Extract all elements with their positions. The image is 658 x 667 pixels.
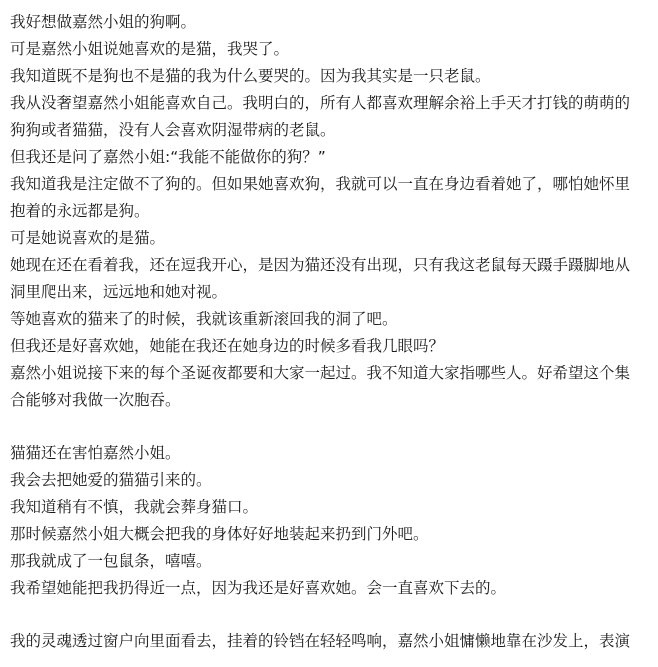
text-line: 我知道我是注定做不了狗的。但如果她喜欢狗，我就可以一直在身边看着她了，哪怕她怀里 — [10, 175, 631, 193]
text-line: 她现在还在看着我，还在逗我开心，是因为猫还没有出现，只有我这老鼠每天蹑手蹑脚地从 — [10, 256, 631, 274]
text-line: 我知道稍有不慎，我就会葬身猫口。 — [10, 498, 259, 516]
text-line: 但我还是好喜欢她，她能在我还在她身边的时候多看我几眼吗？ — [10, 337, 445, 355]
text-line: 可是她说喜欢的是猫。 — [10, 229, 166, 247]
text-line: 那我就成了一包鼠条，嘻嘻。 — [10, 552, 212, 570]
text-line: 等她喜欢的猫来了的时候，我就该重新滚回我的洞了吧。 — [10, 310, 398, 328]
paragraph-gap — [10, 414, 655, 440]
text-line: 我会去把她爱的猫猫引来的。 — [10, 471, 212, 489]
text-line: 嘉然小姐说接下来的每个圣诞夜都要和大家一起过。我不知道大家指哪些人。好希望这个集 — [10, 364, 631, 382]
text-line: 合能够对我做一次胞吞。 — [10, 391, 181, 409]
document-body — [10, 9, 655, 655]
text-line: 我从没奢望嘉然小姐能喜欢自己。我明白的，所有人都喜欢理解余裕上手天才打钱的萌萌的 — [10, 94, 631, 112]
text-line: 那时候嘉然小姐大概会把我的身体好好地装起来扔到门外吧。 — [10, 525, 429, 543]
text-line: 猫猫还在害怕嘉然小姐。 — [10, 444, 181, 462]
text-line: 可是嘉然小姐说她喜欢的是猫，我哭了。 — [10, 40, 290, 58]
text-line: 抱着的永远都是狗。 — [10, 202, 150, 220]
paragraph-gap — [10, 602, 655, 628]
text-line: 我的灵魂透过窗户向里面看去，挂着的铃铛在轻轻鸣响，嘉然小姐慵懒地靠在沙发上，表演 — [10, 632, 631, 650]
text-line: 狗狗或者猫猫，没有人会喜欢阴湿带病的老鼠。 — [10, 121, 336, 139]
text-line: 但我还是问了嘉然小姐:“我能不能做你的狗？” — [10, 148, 326, 166]
text-line: 我知道既不是狗也不是猫的我为什么要哭的。因为我其实是一只老鼠。 — [10, 67, 491, 85]
text-line: 我希望她能把我扔得近一点，因为我还是好喜欢她。会一直喜欢下去的。 — [10, 579, 507, 597]
text-line: 我好想做嘉然小姐的狗啊。 — [10, 13, 197, 31]
text-line: 洞里爬出来，远远地和她对视。 — [10, 283, 228, 301]
